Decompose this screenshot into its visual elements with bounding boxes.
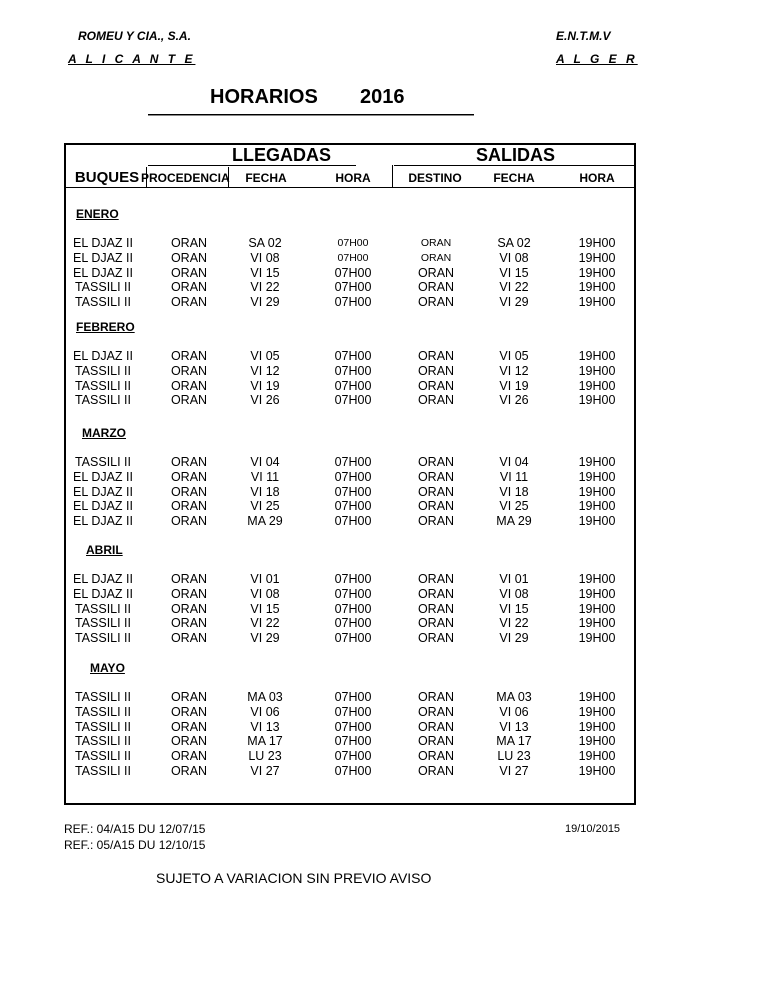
table-cell: TASSILI II — [74, 378, 132, 393]
table-cell: ORAN — [170, 363, 208, 378]
table-cell: VI 08 — [499, 586, 529, 601]
table-cell: EL DJAZ II — [73, 236, 133, 250]
table-cell: ORAN — [417, 455, 455, 469]
table-cell: 07H00 — [337, 251, 369, 264]
table-cell: ORAN — [170, 734, 208, 749]
table-cell: ORAN — [417, 349, 455, 363]
company-name-right: E.N.T.M.V — [556, 29, 611, 43]
table-cell: VI 06 — [499, 704, 529, 719]
table-cell: ORAN — [417, 631, 455, 646]
table-cell: ORAN — [170, 378, 208, 393]
col-sep-2 — [228, 167, 229, 187]
company-name-left: ROMEU Y CIA., S.A. — [78, 29, 191, 43]
table-cell: ORAN — [170, 749, 208, 764]
table-cell: 07H00 — [334, 469, 372, 484]
table-cell: VI 11 — [499, 469, 529, 484]
table-cell: MA 29 — [247, 514, 283, 529]
table-cell: 19H00 — [578, 393, 616, 408]
table-cell: 19H00 — [578, 719, 616, 734]
col-procedencia: PROCEDENCIA — [141, 171, 230, 185]
table-cell: ORAN — [417, 601, 455, 616]
table-cell: 19H00 — [578, 236, 616, 250]
table-cell: 19H00 — [578, 704, 616, 719]
table-cell: ORAN — [170, 764, 208, 778]
table-cell: 19H00 — [578, 484, 616, 499]
table-cell: 19H00 — [578, 749, 616, 764]
table-cell: TASSILI II — [74, 749, 132, 764]
title-year: 2016 — [360, 86, 405, 108]
table-cell: MA 29 — [496, 514, 532, 529]
table-cell: ORAN — [170, 704, 208, 719]
table-cell: VI 27 — [250, 764, 280, 778]
table-cell: ORAN — [417, 704, 455, 719]
table-cell: ORAN — [170, 280, 208, 295]
table-cell: VI 05 — [499, 349, 529, 363]
table-cell: EL DJAZ II — [73, 572, 133, 586]
table-cell: 19H00 — [578, 378, 616, 393]
table-cell: SA 02 — [497, 236, 531, 250]
table-cell: VI 08 — [499, 250, 529, 265]
table-cell: VI 27 — [499, 764, 529, 778]
table-cell: 19H00 — [578, 363, 616, 378]
table-cell: ORAN — [417, 469, 455, 484]
table-cell: TASSILI II — [74, 734, 132, 749]
table-cell: SA 02 — [248, 236, 282, 250]
table-cell: VI 25 — [250, 499, 280, 514]
month-label-enero: ENERO — [76, 207, 119, 221]
table-cell: 19H00 — [578, 631, 616, 646]
table-cell: 19H00 — [578, 734, 616, 749]
table-cell: VI 06 — [250, 704, 280, 719]
reference-1: REF.: 04/A15 DU 12/07/15 — [64, 822, 206, 836]
table-cell: ORAN — [170, 572, 208, 586]
table-cell: 07H00 — [334, 616, 372, 631]
table-cell: ORAN — [170, 616, 208, 631]
table-cell: ORAN — [417, 499, 455, 514]
table-cell: VI 04 — [250, 455, 280, 469]
table-cell: VI 22 — [250, 280, 280, 295]
table-cell: 19H00 — [578, 764, 616, 778]
table-cell: 19H00 — [578, 601, 616, 616]
table-cell: ORAN — [417, 280, 455, 295]
table-cell: ORAN — [170, 484, 208, 499]
section-divider — [392, 165, 393, 187]
table-cell: TASSILI II — [74, 601, 132, 616]
col-hora-llegada: HORA — [335, 171, 371, 185]
table-cell: ORAN — [170, 601, 208, 616]
title-word: HORARIOS — [210, 86, 318, 108]
table-cell: VI 19 — [250, 378, 280, 393]
table-cell: 07H00 — [334, 295, 372, 310]
table-cell: ORAN — [170, 514, 208, 529]
table-cell: ORAN — [417, 378, 455, 393]
table-cell: ORAN — [420, 237, 452, 249]
table-cell: ORAN — [170, 295, 208, 310]
table-cell: ORAN — [417, 690, 455, 704]
table-cell: ORAN — [417, 393, 455, 408]
table-cell: 19H00 — [578, 514, 616, 529]
table-cell: EL DJAZ II — [73, 250, 133, 265]
col-fecha-llegada: FECHA — [245, 171, 287, 185]
table-cell: ORAN — [170, 690, 208, 704]
table-cell: 19H00 — [578, 295, 616, 310]
table-cell: TASSILI II — [74, 616, 132, 631]
table-cell: LU 23 — [497, 749, 531, 764]
table-cell: VI 15 — [499, 601, 529, 616]
table-cell: EL DJAZ II — [73, 349, 133, 363]
table-cell: TASSILI II — [74, 280, 132, 295]
table-cell: ORAN — [170, 469, 208, 484]
table-cell: ORAN — [417, 586, 455, 601]
table-cell: 07H00 — [334, 393, 372, 408]
table-cell: 07H00 — [334, 484, 372, 499]
city-left: A L I C A N T E — [68, 52, 196, 66]
table-cell: VI 15 — [250, 265, 280, 280]
table-cell: TASSILI II — [74, 393, 132, 408]
table-cell: 07H00 — [334, 690, 372, 704]
table-cell: MA 03 — [496, 690, 532, 704]
month-label-marzo: MARZO — [82, 426, 126, 440]
table-cell: VI 15 — [499, 265, 529, 280]
table-cell: VI 26 — [250, 393, 280, 408]
table-cell: ORAN — [170, 236, 208, 250]
table-cell: EL DJAZ II — [73, 469, 133, 484]
table-cell: 07H00 — [334, 499, 372, 514]
table-cell: ORAN — [417, 616, 455, 631]
table-cell: VI 18 — [250, 484, 280, 499]
table-cell: ORAN — [170, 631, 208, 646]
table-cell: TASSILI II — [74, 690, 132, 704]
table-cell: EL DJAZ II — [73, 586, 133, 601]
city-right: A L G E R — [556, 52, 638, 66]
departures-title-rule — [394, 165, 636, 166]
table-cell: 19H00 — [578, 280, 616, 295]
col-destino: DESTINO — [408, 171, 462, 185]
table-cell: EL DJAZ II — [73, 514, 133, 529]
table-cell: ORAN — [417, 265, 455, 280]
table-cell: TASSILI II — [74, 455, 132, 469]
table-cell: 07H00 — [334, 631, 372, 646]
table-cell: EL DJAZ II — [73, 484, 133, 499]
table-cell: 19H00 — [578, 250, 616, 265]
page-title — [148, 86, 474, 116]
table-cell: MA 17 — [247, 734, 283, 749]
table-cell: 07H00 — [334, 363, 372, 378]
table-cell: VI 29 — [250, 631, 280, 646]
table-cell: ORAN — [170, 265, 208, 280]
table-cell: 07H00 — [334, 514, 372, 529]
table-cell: 19H00 — [578, 586, 616, 601]
table-cell: 07H00 — [334, 734, 372, 749]
table-cell: VI 04 — [499, 455, 529, 469]
table-cell: TASSILI II — [74, 295, 132, 310]
table-cell: 19H00 — [578, 349, 616, 363]
table-cell: VI 11 — [250, 469, 280, 484]
table-cell: VI 26 — [499, 393, 529, 408]
table-cell: VI 25 — [499, 499, 529, 514]
table-cell: MA 03 — [247, 690, 283, 704]
col-buques: BUQUES — [74, 169, 140, 186]
table-cell: ORAN — [417, 363, 455, 378]
table-cell: TASSILI II — [74, 764, 132, 778]
table-cell: 07H00 — [334, 455, 372, 469]
table-cell: ORAN — [417, 719, 455, 734]
table-cell: 19H00 — [578, 455, 616, 469]
table-cell: TASSILI II — [74, 704, 132, 719]
table-cell: LU 23 — [248, 749, 282, 764]
month-label-febrero: FEBRERO — [76, 320, 135, 334]
table-cell: ORAN — [417, 484, 455, 499]
table-cell: VI 01 — [250, 572, 280, 586]
table-cell: TASSILI II — [74, 719, 132, 734]
variation-notice: SUJETO A VARIACION SIN PREVIO AVISO — [156, 870, 432, 886]
table-cell: VI 12 — [250, 363, 280, 378]
table-cell: 07H00 — [334, 378, 372, 393]
table-cell: 07H00 — [334, 586, 372, 601]
table-cell: TASSILI II — [74, 363, 132, 378]
table-cell: EL DJAZ II — [73, 265, 133, 280]
month-label-abril: ABRIL — [86, 543, 123, 557]
table-cell: VI 29 — [499, 631, 529, 646]
table-cell: 07H00 — [334, 265, 372, 280]
title-underline — [148, 114, 474, 115]
table-cell: ORAN — [417, 514, 455, 529]
table-cell: VI 22 — [499, 280, 529, 295]
table-cell: ORAN — [417, 572, 455, 586]
table-cell: VI 08 — [250, 250, 280, 265]
table-cell: ORAN — [170, 250, 208, 265]
departures-title: SALIDAS — [476, 145, 556, 165]
table-cell: ORAN — [417, 295, 455, 310]
table-cell: VI 15 — [250, 601, 280, 616]
table-cell: VI 29 — [250, 295, 280, 310]
col-sep-1 — [146, 167, 147, 187]
header-rule — [66, 187, 636, 188]
table-cell: ORAN — [170, 393, 208, 408]
table-cell: VI 13 — [250, 719, 280, 734]
table-cell: TASSILI II — [74, 631, 132, 646]
table-cell: VI 01 — [499, 572, 529, 586]
arrivals-title: LLEGADAS — [232, 145, 331, 165]
table-cell: VI 22 — [499, 616, 529, 631]
table-cell: 19H00 — [578, 499, 616, 514]
table-cell: VI 12 — [499, 363, 529, 378]
table-cell: ORAN — [170, 719, 208, 734]
table-cell: 19H00 — [578, 265, 616, 280]
table-cell: 07H00 — [334, 749, 372, 764]
col-fecha-salida: FECHA — [493, 171, 535, 185]
table-cell: ORAN — [420, 251, 452, 264]
table-cell: 07H00 — [334, 572, 372, 586]
table-cell: ORAN — [417, 749, 455, 764]
table-cell: ORAN — [170, 586, 208, 601]
arrivals-title-rule — [148, 165, 356, 166]
issue-date: 19/10/2015 — [565, 823, 621, 835]
table-cell: 19H00 — [578, 572, 616, 586]
table-cell: VI 19 — [499, 378, 529, 393]
col-hora-salida: HORA — [579, 171, 615, 185]
table-cell: 07H00 — [334, 704, 372, 719]
table-cell: 19H00 — [578, 690, 616, 704]
table-cell: VI 05 — [250, 349, 280, 363]
table-cell: VI 13 — [499, 719, 529, 734]
reference-2: REF.: 05/A15 DU 12/10/15 — [64, 838, 206, 852]
table-cell: ORAN — [417, 734, 455, 749]
table-cell: VI 08 — [250, 586, 280, 601]
table-cell: VI 22 — [250, 616, 280, 631]
table-cell: 19H00 — [578, 469, 616, 484]
table-cell: VI 18 — [499, 484, 529, 499]
month-label-mayo: MAYO — [90, 661, 125, 675]
schedule-table — [64, 143, 636, 805]
table-cell: EL DJAZ II — [73, 499, 133, 514]
table-cell: ORAN — [170, 455, 208, 469]
table-cell: 07H00 — [334, 764, 372, 778]
table-cell: ORAN — [170, 349, 208, 363]
table-cell: 07H00 — [334, 719, 372, 734]
table-cell: 07H00 — [337, 237, 369, 249]
table-cell: 07H00 — [334, 280, 372, 295]
table-cell: ORAN — [417, 764, 455, 778]
table-cell: 19H00 — [578, 616, 616, 631]
table-cell: ORAN — [170, 499, 208, 514]
table-cell: MA 17 — [496, 734, 532, 749]
table-cell: 07H00 — [334, 601, 372, 616]
table-cell: 07H00 — [334, 349, 372, 363]
table-cell: VI 29 — [499, 295, 529, 310]
